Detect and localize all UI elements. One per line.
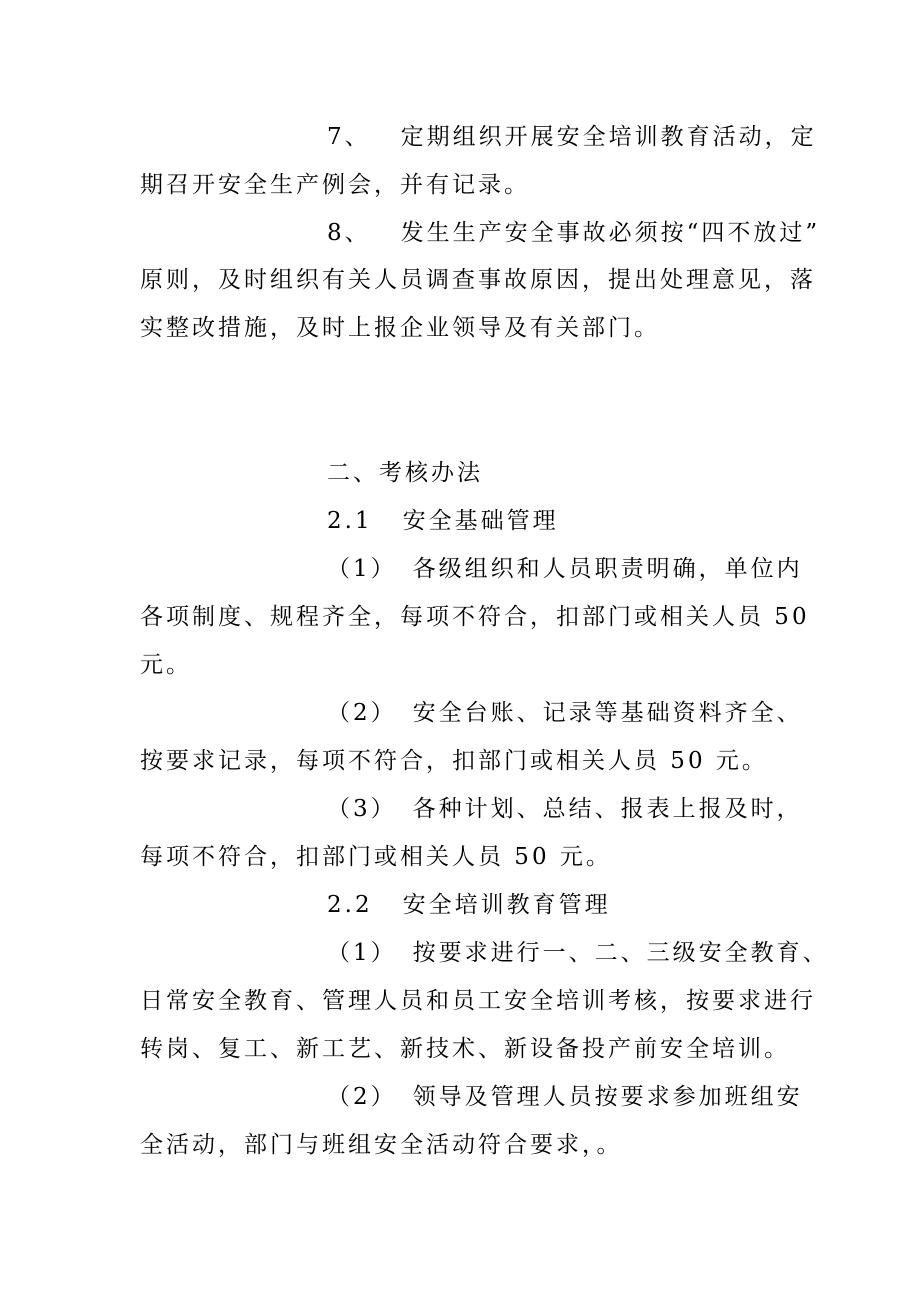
- sub2-item-2-text: 领导及管理人员按要求参加班组安: [412, 1084, 803, 1110]
- sub1-item-2-text: 安全台账、记录等基础资料齐全、: [412, 700, 803, 726]
- item-8-number: 8、: [327, 220, 371, 246]
- item-8-line-2: 原则，及时组织有关人员调查事故原因，提出处理意见，落: [140, 267, 816, 293]
- subsection-title: 安全培训教育管理: [402, 892, 611, 918]
- item-8-line-3: 实整改措施，及时上报企业领导及有关部门。: [140, 315, 660, 341]
- subsection-2-2-heading: [327, 891, 611, 919]
- sub1-item-2-line-1: [327, 699, 803, 727]
- sub1-item-2-number: （2）: [327, 700, 397, 726]
- sub1-item-1-number: （1）: [327, 556, 397, 582]
- sub1-item-1-line-1: [327, 555, 803, 583]
- subsection-number: 2.1: [327, 508, 373, 534]
- sub2-item-1-line-3: 转岗、复工、新工艺、新技术、新设备投产前安全培训。: [140, 1036, 790, 1062]
- item-8-text: 发生生产安全事故必须按“四不放过”: [400, 220, 821, 246]
- sub1-item-3-line-1: [327, 795, 803, 823]
- sub2-item-2-number: （2）: [327, 1084, 397, 1110]
- item-7-text: 定期组织开展安全培训教育活动，定: [400, 124, 817, 150]
- sub2-item-1-line-1: [327, 939, 829, 967]
- subsection-title: 安全基础管理: [402, 508, 559, 534]
- item-7-line-1: [327, 123, 817, 151]
- item-7-number: 7、: [327, 124, 371, 150]
- sub2-item-2-line-1: [327, 1083, 803, 1111]
- subsection-number: 2.2: [327, 892, 373, 918]
- sub1-item-3-line-2: 每项不符合，扣部门或相关人员 50 元。: [140, 844, 612, 870]
- section-title: 二、考核办法: [327, 460, 483, 486]
- sub2-item-1-line-2: 日常安全教育、管理人员和员工安全培训考核，按要求进行: [140, 988, 816, 1014]
- item-8-line-1: [327, 219, 820, 247]
- sub1-item-1-line-2: 各项制度、规程齐全，每项不符合，扣部门或相关人员 50: [140, 604, 810, 630]
- sub1-item-2-line-2: 按要求记录，每项不符合，扣部门或相关人员 50 元。: [140, 748, 768, 774]
- sub1-item-3-text: 各种计划、总结、报表上报及时，: [412, 796, 803, 822]
- sub1-item-1-text: 各级组织和人员职责明确，单位内: [412, 556, 803, 582]
- sub2-item-2-line-2: 全活动，部门与班组安全活动符合要求，。: [140, 1132, 623, 1158]
- subsection-2-1-heading: [327, 507, 559, 535]
- sub1-item-1-line-3: 元。: [140, 652, 192, 678]
- sub1-item-3-number: （3）: [327, 796, 397, 822]
- sub2-item-1-text: 按要求进行一、二、三级安全教育、: [412, 940, 829, 966]
- sub2-item-1-number: （1）: [327, 940, 397, 966]
- item-7-line-2: 期召开安全生产例会，并有记录。: [140, 172, 530, 198]
